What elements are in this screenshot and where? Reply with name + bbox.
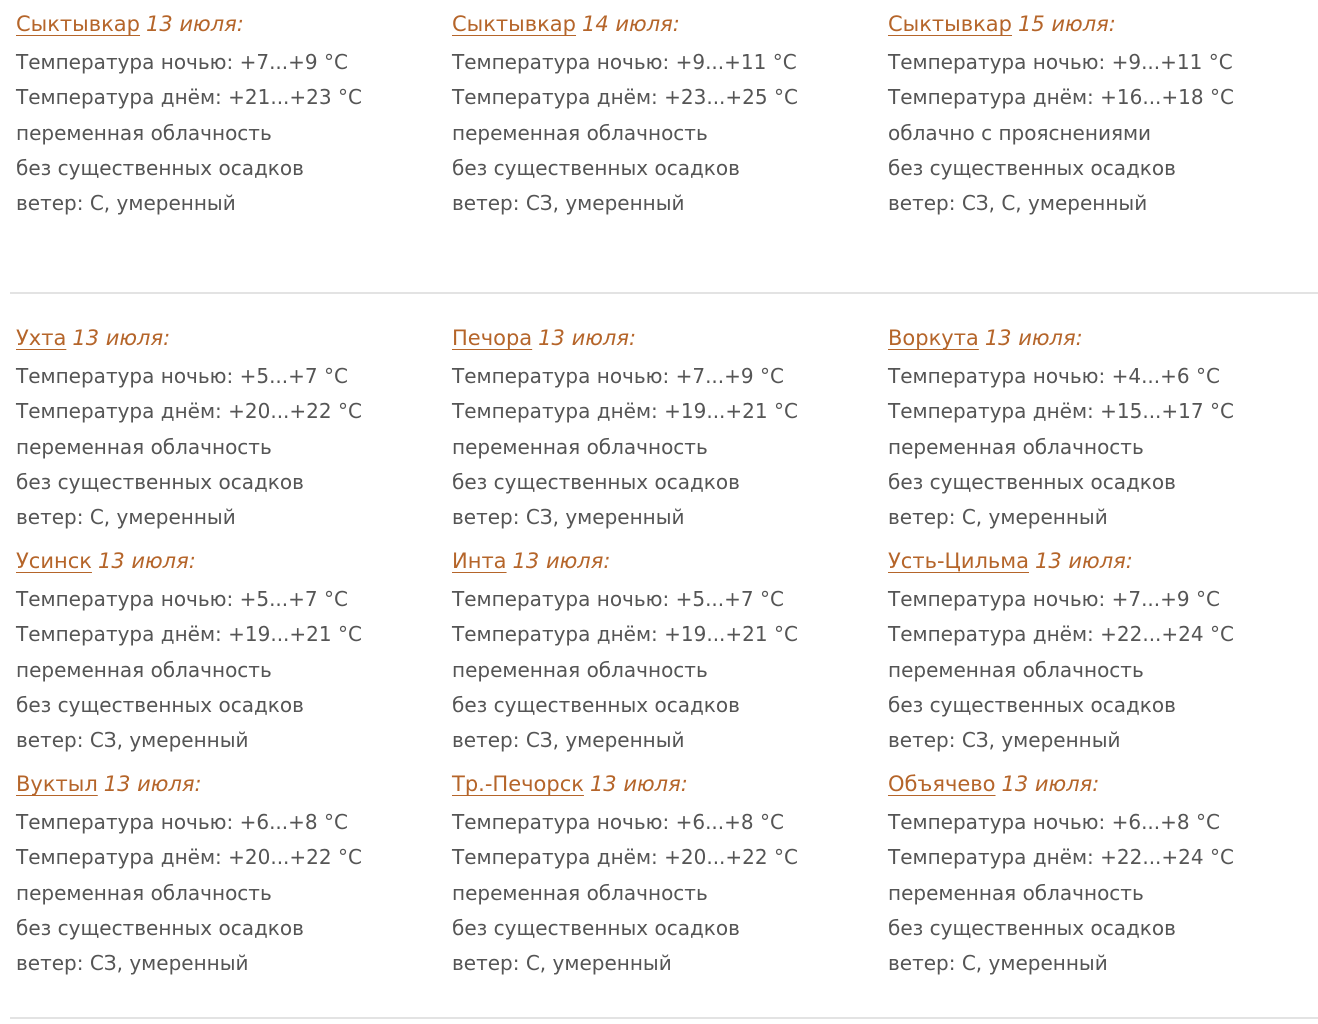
forecast-date: 13 июля: xyxy=(589,772,688,796)
forecast-card-header xyxy=(16,10,446,45)
precipitation: без существенных осадков xyxy=(452,469,740,494)
wind: ветер: СЗ, умеренный xyxy=(452,728,685,753)
wind: ветер: СЗ, умеренный xyxy=(16,951,249,976)
night-temperature: Температура ночью: +6...+8 °C xyxy=(888,810,1220,834)
forecast-date: 13 июля: xyxy=(538,326,637,350)
day-temperature: Температура днём: +19...+21 °C xyxy=(16,622,362,647)
cloudiness: облачно с прояснениями xyxy=(888,120,1152,145)
night-temperature: Температура ночью: +4...+6 °C xyxy=(888,364,1220,388)
night-temperature: Температура ночью: +5...+7 °C xyxy=(16,587,348,611)
cloudiness: переменная облачность xyxy=(452,434,708,459)
city-link[interactable]: Усинск xyxy=(16,549,92,573)
precipitation: без существенных осадков xyxy=(16,469,304,494)
wind: ветер: С, умеренный xyxy=(16,505,236,530)
precipitation: без существенных осадков xyxy=(888,692,1176,717)
forecast-card-header xyxy=(16,547,446,582)
forecast-card-header xyxy=(888,770,1318,805)
precipitation: без существенных осадков xyxy=(16,692,304,717)
night-temperature: Температура ночью: +6...+8 °C xyxy=(452,810,784,834)
forecast-date: 13 июля: xyxy=(103,772,202,796)
forecast-card xyxy=(888,10,1318,221)
forecast-date: 13 июля: xyxy=(72,326,171,350)
forecast-card xyxy=(16,324,446,535)
wind: ветер: СЗ, С, умеренный xyxy=(888,191,1148,216)
forecast-card-header xyxy=(452,770,882,805)
wind: ветер: СЗ, умеренный xyxy=(452,191,685,216)
night-temperature: Температура ночью: +5...+7 °C xyxy=(16,364,348,388)
section-divider xyxy=(10,292,1318,294)
night-temperature: Температура ночью: +6...+8 °C xyxy=(16,810,348,834)
cloudiness: переменная облачность xyxy=(16,880,272,905)
wind: ветер: СЗ, умеренный xyxy=(16,728,249,753)
day-temperature: Температура днём: +19...+21 °C xyxy=(452,399,798,424)
forecast-card xyxy=(16,770,446,981)
city-link[interactable]: Объячево xyxy=(888,772,996,796)
wind: ветер: С, умеренный xyxy=(888,505,1108,530)
wind: ветер: С, умеренный xyxy=(888,951,1108,976)
wind: ветер: С, умеренный xyxy=(452,951,672,976)
day-temperature: Температура днём: +20...+22 °C xyxy=(16,845,362,870)
forecast-card-header xyxy=(888,547,1318,582)
day-temperature: Температура днём: +19...+21 °C xyxy=(452,622,798,647)
city-link[interactable]: Тр.-Печорск xyxy=(452,772,584,796)
night-temperature: Температура ночью: +5...+7 °C xyxy=(452,587,784,611)
day-temperature: Температура днём: +15...+17 °C xyxy=(888,399,1234,424)
day-temperature: Температура днём: +16...+18 °C xyxy=(888,85,1234,110)
city-link[interactable]: Сыктывкар xyxy=(888,12,1013,36)
forecast-date: 14 июля: xyxy=(582,12,680,36)
forecast-date: 13 июля: xyxy=(97,549,196,573)
forecast-date: 13 июля: xyxy=(146,12,244,36)
city-link[interactable]: Ухта xyxy=(16,326,67,350)
forecast-card xyxy=(16,10,446,221)
forecast-card xyxy=(888,324,1318,535)
cloudiness: переменная облачность xyxy=(16,657,272,682)
day-temperature: Температура днём: +20...+22 °C xyxy=(452,845,798,870)
forecast-card xyxy=(888,770,1318,981)
forecast-card xyxy=(16,547,446,758)
forecast-date: 13 июля: xyxy=(1001,772,1100,796)
forecast-card xyxy=(452,547,882,758)
forecast-card-header xyxy=(888,10,1318,45)
night-temperature: Температура ночью: +7...+9 °C xyxy=(888,587,1220,611)
cloudiness: переменная облачность xyxy=(16,434,272,459)
day-temperature: Температура днём: +23...+25 °C xyxy=(452,85,798,110)
cloudiness: переменная облачность xyxy=(888,434,1144,459)
cloudiness: переменная облачность xyxy=(452,120,708,145)
cloudiness: переменная облачность xyxy=(16,120,272,145)
forecast-card-header xyxy=(888,324,1318,359)
forecast-card xyxy=(888,547,1318,758)
forecast-card-header xyxy=(16,324,446,359)
city-link[interactable]: Сыктывкар xyxy=(452,12,577,36)
precipitation: без существенных осадков xyxy=(888,469,1176,494)
city-link[interactable]: Воркута xyxy=(888,326,979,350)
forecast-card xyxy=(452,10,882,221)
city-link[interactable]: Печора xyxy=(452,326,533,350)
wind: ветер: С, умеренный xyxy=(16,191,236,216)
wind: ветер: СЗ, умеренный xyxy=(888,728,1121,753)
forecast-date: 13 июля: xyxy=(1035,549,1133,573)
forecast-card-header xyxy=(452,547,882,582)
precipitation: без существенных осадков xyxy=(452,155,740,180)
day-temperature: Температура днём: +22...+24 °C xyxy=(888,845,1234,870)
precipitation: без существенных осадков xyxy=(888,915,1176,940)
city-link[interactable]: Вуктыл xyxy=(16,772,98,796)
precipitation: без существенных осадков xyxy=(888,155,1176,180)
precipitation: без существенных осадков xyxy=(16,155,304,180)
city-link[interactable]: Усть-Цильма xyxy=(888,549,1029,573)
cloudiness: переменная облачность xyxy=(452,880,708,905)
night-temperature: Температура ночью: +7...+9 °C xyxy=(452,364,784,388)
day-temperature: Температура днём: +21...+23 °C xyxy=(16,85,362,110)
cloudiness: переменная облачность xyxy=(888,657,1144,682)
precipitation: без существенных осадков xyxy=(16,915,304,940)
forecast-date: 15 июля: xyxy=(1018,12,1116,36)
forecast-date: 13 июля: xyxy=(984,326,1083,350)
night-temperature: Температура ночью: +7...+9 °C xyxy=(16,50,348,74)
forecast-card xyxy=(452,770,882,981)
cloudiness: переменная облачность xyxy=(888,880,1144,905)
precipitation: без существенных осадков xyxy=(452,692,740,717)
forecast-card-header xyxy=(452,324,882,359)
forecast-card-header xyxy=(16,770,446,805)
day-temperature: Температура днём: +22...+24 °C xyxy=(888,622,1234,647)
night-temperature: Температура ночью: +9...+11 °C xyxy=(452,50,797,74)
city-link[interactable]: Инта xyxy=(452,549,507,573)
night-temperature: Температура ночью: +9...+11 °C xyxy=(888,50,1233,74)
section-divider xyxy=(10,1017,1318,1019)
wind: ветер: СЗ, умеренный xyxy=(452,505,685,530)
cloudiness: переменная облачность xyxy=(452,657,708,682)
forecast-date: 13 июля: xyxy=(512,549,611,573)
precipitation: без существенных осадков xyxy=(452,915,740,940)
city-link[interactable]: Сыктывкар xyxy=(16,12,141,36)
day-temperature: Температура днём: +20...+22 °C xyxy=(16,399,362,424)
forecast-card-header xyxy=(452,10,882,45)
forecast-card xyxy=(452,324,882,535)
